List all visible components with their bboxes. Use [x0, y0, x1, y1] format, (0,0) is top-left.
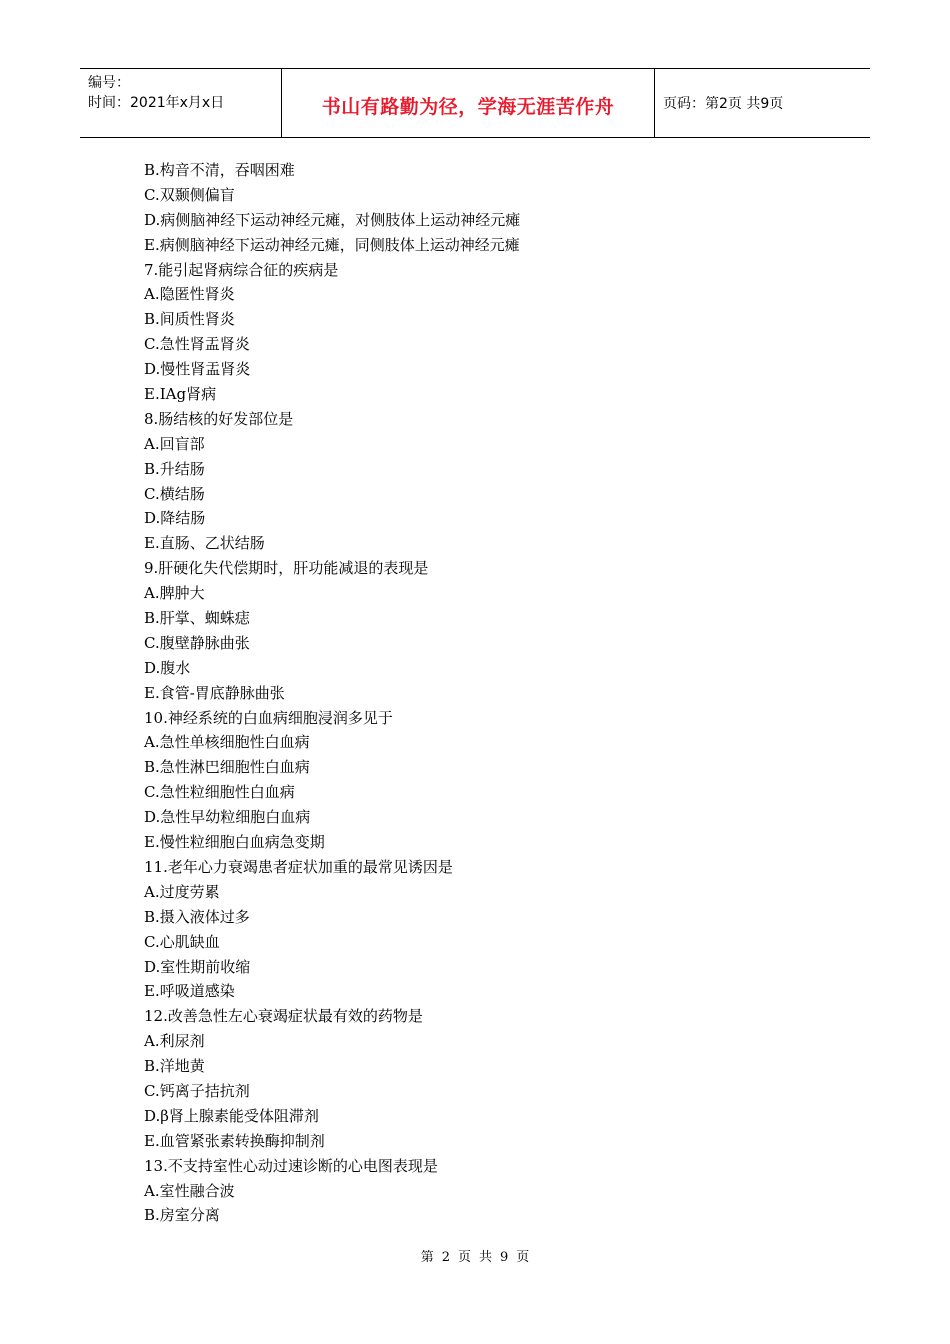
answer-option: E.血管紧张素转换酶抑制剂: [144, 1131, 325, 1150]
footer-total-word: 共: [479, 1250, 493, 1265]
answer-option: C.急性肾盂肾炎: [144, 335, 250, 354]
footer-page-number: 2: [441, 1250, 450, 1265]
document-number: 编号：: [88, 75, 130, 91]
answer-option: E.慢性粒细胞白血病急变期: [144, 833, 325, 852]
header-motto: 书山有路勤为径，学海无涯苦作舟: [321, 95, 615, 118]
footer-page-word: 第: [420, 1250, 434, 1265]
text-line: D.病侧脑神经下运动神经元瘫，对侧肢体上运动神经元瘫: [144, 210, 521, 229]
footer-total-number: 9: [500, 1250, 509, 1265]
footer-total-unit: 页: [516, 1250, 530, 1265]
question-stem: 13.不支持室性心动过速诊断的心电图表现是: [144, 1156, 438, 1175]
answer-option: C.钙离子拮抗剂: [144, 1081, 250, 1100]
answer-option: C.心肌缺血: [144, 932, 220, 951]
page-footer: [0, 1246, 950, 1265]
answer-option: C.横结肠: [144, 484, 205, 503]
header-meta: [80, 69, 282, 137]
question-stem: 8.肠结核的好发部位是: [144, 409, 294, 428]
answer-option: B.升结肠: [144, 459, 205, 478]
answer-option: E.呼吸道感染: [144, 982, 235, 1001]
text-line: B.构音不清，吞咽困难: [144, 161, 295, 179]
footer-page-unit: 页: [457, 1250, 471, 1265]
answer-option: C.腹壁静脉曲张: [144, 633, 250, 652]
page-header: [80, 68, 870, 138]
answer-option: B.房室分离: [144, 1206, 220, 1225]
answer-option: A.急性单核细胞性白血病: [144, 733, 310, 752]
answer-option: E.直肠、乙状结肠: [144, 534, 265, 553]
question-stem: 12.改善急性左心衰竭症状最有效的药物是: [144, 1007, 423, 1026]
answer-option: C.急性粒细胞性白血病: [144, 783, 295, 802]
document-time: 时间：2021年x月x日: [88, 95, 225, 111]
question-content: [144, 158, 844, 1228]
answer-option: E.食管-胃底静脉曲张: [144, 683, 285, 702]
answer-option: D.腹水: [144, 658, 191, 677]
text-line: E.病侧脑神经下运动神经元瘫，同侧肢体上运动神经元瘫: [144, 235, 520, 254]
answer-option: D.降结肠: [144, 509, 206, 528]
answer-option: B.间质性肾炎: [144, 310, 235, 329]
question-stem: 9.肝硬化失代偿期时，肝功能减退的表现是: [144, 559, 429, 578]
question-stem: 7.能引起肾病综合征的疾病是: [144, 260, 339, 279]
answer-option: A.利尿剂: [144, 1032, 205, 1051]
answer-option: A.脾肿大: [144, 584, 205, 603]
answer-option: A.室性融合波: [144, 1181, 235, 1200]
answer-option: A.隐匿性肾炎: [144, 285, 235, 304]
answer-option: A.回盲部: [144, 434, 205, 453]
answer-option: B.急性淋巴细胞性白血病: [144, 758, 310, 777]
header-motto-cell: [282, 69, 655, 137]
answer-option: D.室性期前收缩: [144, 957, 251, 976]
answer-option: B.洋地黄: [144, 1057, 205, 1076]
question-stem: 10.神经系统的白血病细胞浸润多见于: [144, 708, 393, 727]
answer-option: D.β肾上腺素能受体阻滞剂: [144, 1106, 319, 1125]
answer-option: B.摄入液体过多: [144, 907, 250, 926]
answer-option: D.慢性肾盂肾炎: [144, 360, 251, 379]
header-page-info: 页码：第2页 共9页: [663, 96, 784, 112]
answer-option: A.过度劳累: [144, 882, 220, 901]
text-line: C.双颞侧偏盲: [144, 185, 235, 204]
answer-option: E.IAg肾病: [144, 385, 217, 404]
answer-option: D.急性早幼粒细胞白血病: [144, 808, 311, 827]
question-stem: 11.老年心力衰竭患者症状加重的最常见诱因是: [144, 857, 453, 876]
answer-option: B.肝掌、蜘蛛痣: [144, 609, 250, 628]
